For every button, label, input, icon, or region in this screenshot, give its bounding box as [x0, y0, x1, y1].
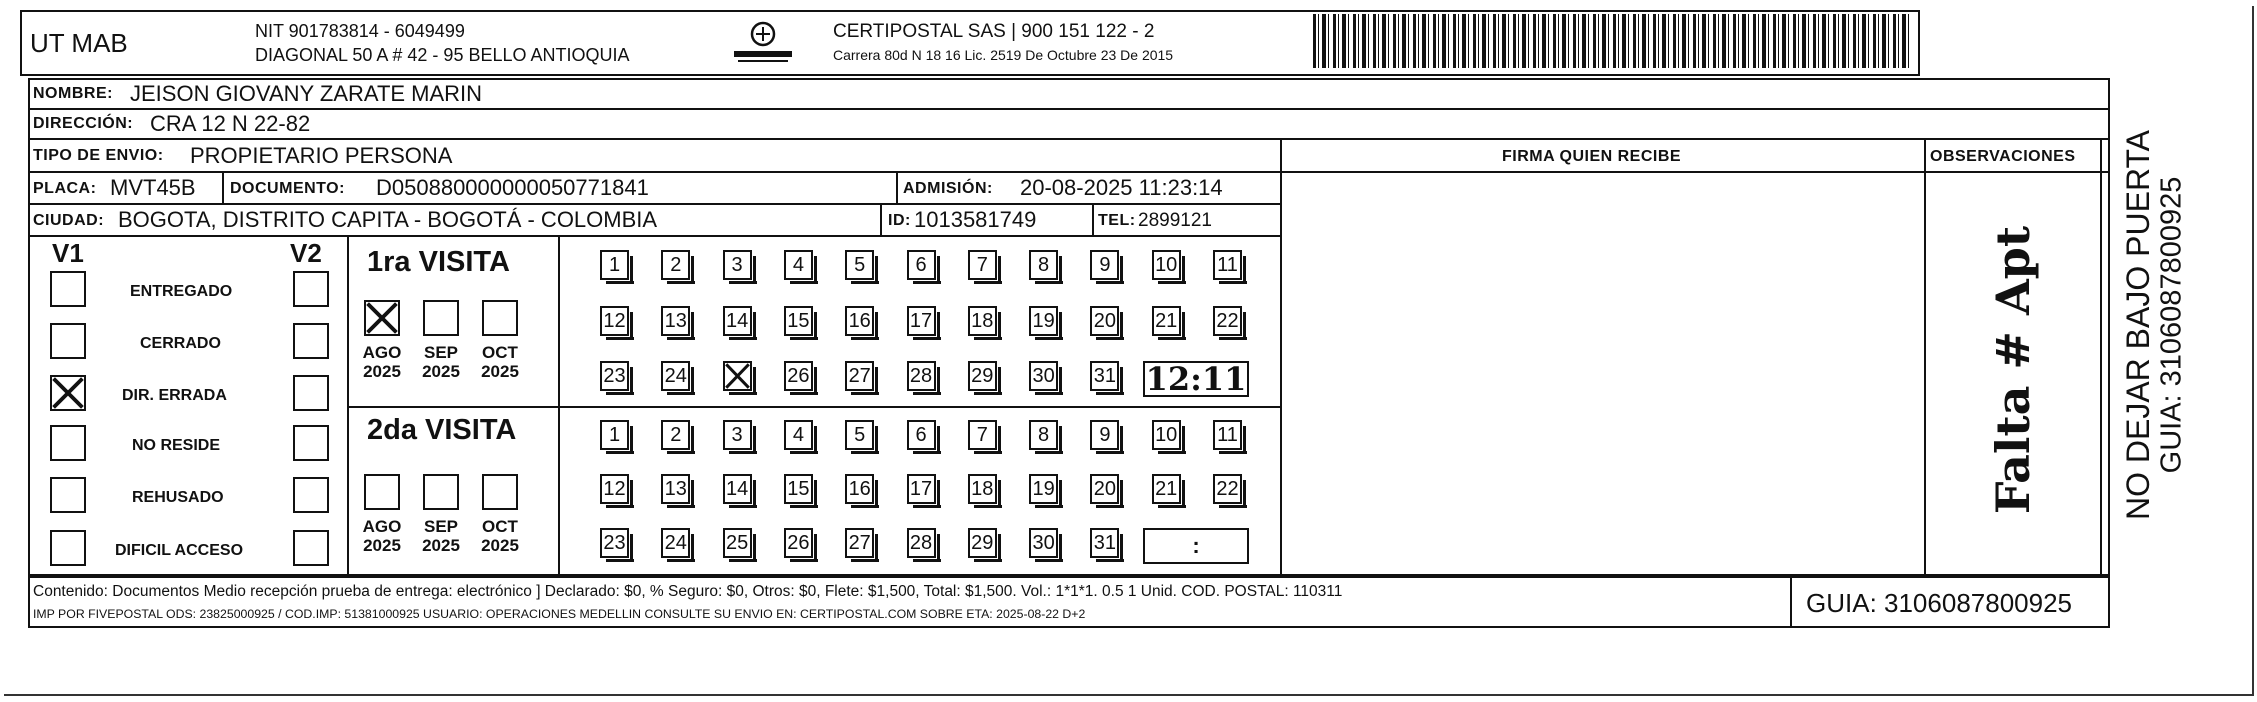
status-label: REHUSADO: [132, 489, 224, 506]
visit-time-box[interactable]: 12:11: [1143, 361, 1249, 397]
day-box[interactable]: 15: [784, 306, 813, 336]
placa-label: PLACA:: [33, 180, 97, 197]
month-label: AGO 2025: [362, 517, 402, 555]
day-box[interactable]: 15: [784, 474, 813, 504]
day-box[interactable]: 12: [600, 474, 629, 504]
firma-label: FIRMA QUIEN RECIBE: [1502, 148, 1682, 165]
day-box[interactable]: 8: [1029, 250, 1058, 280]
certipostal-logo: [728, 20, 798, 66]
v1-header: V1: [52, 238, 84, 268]
status-label: CERRADO: [140, 335, 221, 352]
day-box[interactable]: 30: [1029, 361, 1058, 391]
day-box[interactable]: 6: [907, 420, 936, 450]
day-box[interactable]: 17: [907, 306, 936, 336]
company-address: DIAGONAL 50 A # 42 - 95 BELLO ANTIOQUIA: [255, 45, 630, 65]
day-box[interactable]: 19: [1029, 306, 1058, 336]
day-box[interactable]: 29: [968, 528, 997, 558]
day-box[interactable]: 2: [661, 420, 690, 450]
month-label: OCT 2025: [481, 517, 519, 555]
day-box[interactable]: 9: [1090, 420, 1119, 450]
tel-label: TEL:: [1098, 212, 1136, 229]
nombre-value: JEISON GIOVANY ZARATE MARIN: [130, 81, 483, 106]
documento-label: DOCUMENTO:: [230, 180, 345, 197]
day-box[interactable]: [723, 361, 752, 391]
v2-checkbox[interactable]: [293, 323, 329, 359]
v2-header: V2: [290, 238, 322, 268]
admision-value: 20-08-2025 11:23:14: [1020, 175, 1223, 200]
day-box[interactable]: 27: [845, 528, 874, 558]
direccion-value: CRA 12 N 22-82: [150, 111, 311, 136]
barcode: [1313, 14, 1910, 68]
month-label: AGO 2025: [362, 343, 402, 381]
day-box[interactable]: 25: [723, 528, 752, 558]
carrier-name: CERTIPOSTAL SAS | 900 151 122 - 2: [833, 21, 1155, 42]
v1-checkbox[interactable]: [50, 425, 86, 461]
day-box[interactable]: 1: [600, 250, 629, 280]
day-box[interactable]: 13: [661, 474, 690, 504]
month-label: OCT 2025: [481, 343, 519, 381]
day-box[interactable]: 26: [784, 528, 813, 558]
company-nit: NIT 901783814 - 6049499: [255, 21, 465, 41]
carrier-license: Carrera 80d N 18 16 Lic. 2519 De Octubre 23 De 2015: [833, 47, 1174, 63]
v2-checkbox[interactable]: [293, 425, 329, 461]
v1-checkbox[interactable]: [50, 323, 86, 359]
day-box[interactable]: 11: [1213, 420, 1242, 450]
footer-contenido: Contenido: Documentos Medio recepción prueba de entrega: electrónico ] Declarado: $0, % Seguro: $0, Otros: $0, Flete: $1,500, Total: $1,500. Vol.: 1*1*1. 0.5 1 Unid. COD. POSTAL: 110311: [33, 583, 1343, 600]
nombre-label: NOMBRE:: [33, 85, 113, 102]
v1-checkbox[interactable]: [50, 530, 86, 566]
side-guia: GUIA: 3106087800925: [2155, 176, 2188, 474]
day-box[interactable]: 20: [1090, 474, 1119, 504]
day-box[interactable]: 24: [661, 361, 690, 391]
tel-value: 2899121: [1138, 210, 1212, 231]
month-label: SEP 2025: [422, 517, 460, 555]
id-value: 1013581749: [914, 207, 1037, 232]
day-box[interactable]: 8: [1029, 420, 1058, 450]
status-label: NO RESIDE: [132, 437, 221, 454]
ciudad-label: CIUDAD:: [33, 212, 105, 229]
admision-label: ADMISIÓN:: [903, 180, 993, 197]
month-checkbox-sep[interactable]: [423, 300, 459, 336]
direccion-label: DIRECCIÓN:: [33, 115, 134, 132]
v2-checkbox[interactable]: [293, 375, 329, 411]
month-label: SEP 2025: [422, 343, 460, 381]
v2-checkbox[interactable]: [293, 477, 329, 513]
day-box[interactable]: 9: [1090, 250, 1119, 280]
v1-checkbox[interactable]: [50, 477, 86, 513]
visita1-title: 1ra VISITA: [367, 246, 510, 278]
day-box[interactable]: 30: [1029, 528, 1058, 558]
day-box[interactable]: 28: [907, 361, 936, 391]
v1-checkbox[interactable]: [50, 271, 86, 307]
day-box[interactable]: 16: [845, 474, 874, 504]
day-box[interactable]: 16: [845, 306, 874, 336]
day-box[interactable]: 18: [968, 306, 997, 336]
visita2-title: 2da VISITA: [367, 414, 517, 446]
month-checkbox-ago[interactable]: [364, 474, 400, 510]
tipo-envio-value: PROPIETARIO PERSONA: [190, 143, 453, 168]
day-box[interactable]: 4: [784, 420, 813, 450]
day-box[interactable]: 22: [1213, 474, 1242, 504]
day-box[interactable]: 10: [1152, 250, 1181, 280]
v2-checkbox[interactable]: [293, 271, 329, 307]
day-box[interactable]: 19: [1029, 474, 1058, 504]
placa-value: MVT45B: [110, 175, 196, 200]
day-box[interactable]: 7: [968, 420, 997, 450]
id-label: ID:: [888, 212, 911, 229]
day-box[interactable]: 14: [723, 474, 752, 504]
day-box[interactable]: 23: [600, 528, 629, 558]
day-box[interactable]: 20: [1090, 306, 1119, 336]
v1-checkbox[interactable]: [50, 375, 86, 411]
month-checkbox-oct[interactable]: [482, 300, 518, 336]
day-box[interactable]: 1: [600, 420, 629, 450]
footer-imp: IMP POR FIVEPOSTAL ODS: 23825000925 / COD.IMP: 51381000925 USUARIO: OPERACIONES MEDELLIN CONSULTE SU ENVIO EN: CERTIPOSTAL.COM SOBRE ETA: 2025-08-22 D+2: [33, 607, 1086, 621]
status-label: ENTREGADO: [130, 283, 233, 300]
day-box[interactable]: 5: [845, 250, 874, 280]
status-label: DIFICIL ACCESO: [115, 542, 244, 559]
visit-time-box[interactable]: :: [1143, 528, 1249, 564]
day-box[interactable]: 26: [784, 361, 813, 391]
day-box[interactable]: 3: [723, 420, 752, 450]
day-box[interactable]: 27: [845, 361, 874, 391]
day-box[interactable]: 21: [1152, 306, 1181, 336]
day-box[interactable]: 13: [661, 306, 690, 336]
day-box[interactable]: 22: [1213, 306, 1242, 336]
footer-guia: GUIA: 3106087800925: [1806, 588, 2072, 618]
day-box[interactable]: 14: [723, 306, 752, 336]
company-name: UT MAB: [30, 28, 128, 58]
day-box[interactable]: 28: [907, 528, 936, 558]
day-box[interactable]: 7: [968, 250, 997, 280]
v2-checkbox[interactable]: [293, 530, 329, 566]
day-box[interactable]: 10: [1152, 420, 1181, 450]
side-warning: NO DEJAR BAJO PUERTA: [2120, 130, 2156, 520]
observaciones-label: OBSERVACIONES: [1930, 148, 2076, 165]
day-box[interactable]: 5: [845, 420, 874, 450]
month-checkbox-oct[interactable]: [482, 474, 518, 510]
day-box[interactable]: 11: [1213, 250, 1242, 280]
day-box[interactable]: 6: [907, 250, 936, 280]
day-box[interactable]: 21: [1152, 474, 1181, 504]
day-box[interactable]: 24: [661, 528, 690, 558]
tipo-envio-label: TIPO DE ENVIO:: [33, 147, 164, 164]
handwritten-observation: Falta # Apt: [1986, 225, 2040, 515]
day-box[interactable]: 17: [907, 474, 936, 504]
day-box[interactable]: 2: [661, 250, 690, 280]
documento-value: D050880000000050771841: [376, 175, 649, 200]
day-box[interactable]: 4: [784, 250, 813, 280]
day-box[interactable]: 29: [968, 361, 997, 391]
day-box[interactable]: 31: [1090, 528, 1119, 558]
day-box[interactable]: 12: [600, 306, 629, 336]
ciudad-value: BOGOTA, DISTRITO CAPITA - BOGOTÁ - COLOMBIA: [118, 207, 658, 232]
day-box[interactable]: 18: [968, 474, 997, 504]
status-label: DIR. ERRADA: [122, 387, 227, 404]
day-box[interactable]: 23: [600, 361, 629, 391]
day-box[interactable]: 3: [723, 250, 752, 280]
month-checkbox-ago[interactable]: [364, 300, 400, 336]
month-checkbox-sep[interactable]: [423, 474, 459, 510]
day-box[interactable]: 31: [1090, 361, 1119, 391]
